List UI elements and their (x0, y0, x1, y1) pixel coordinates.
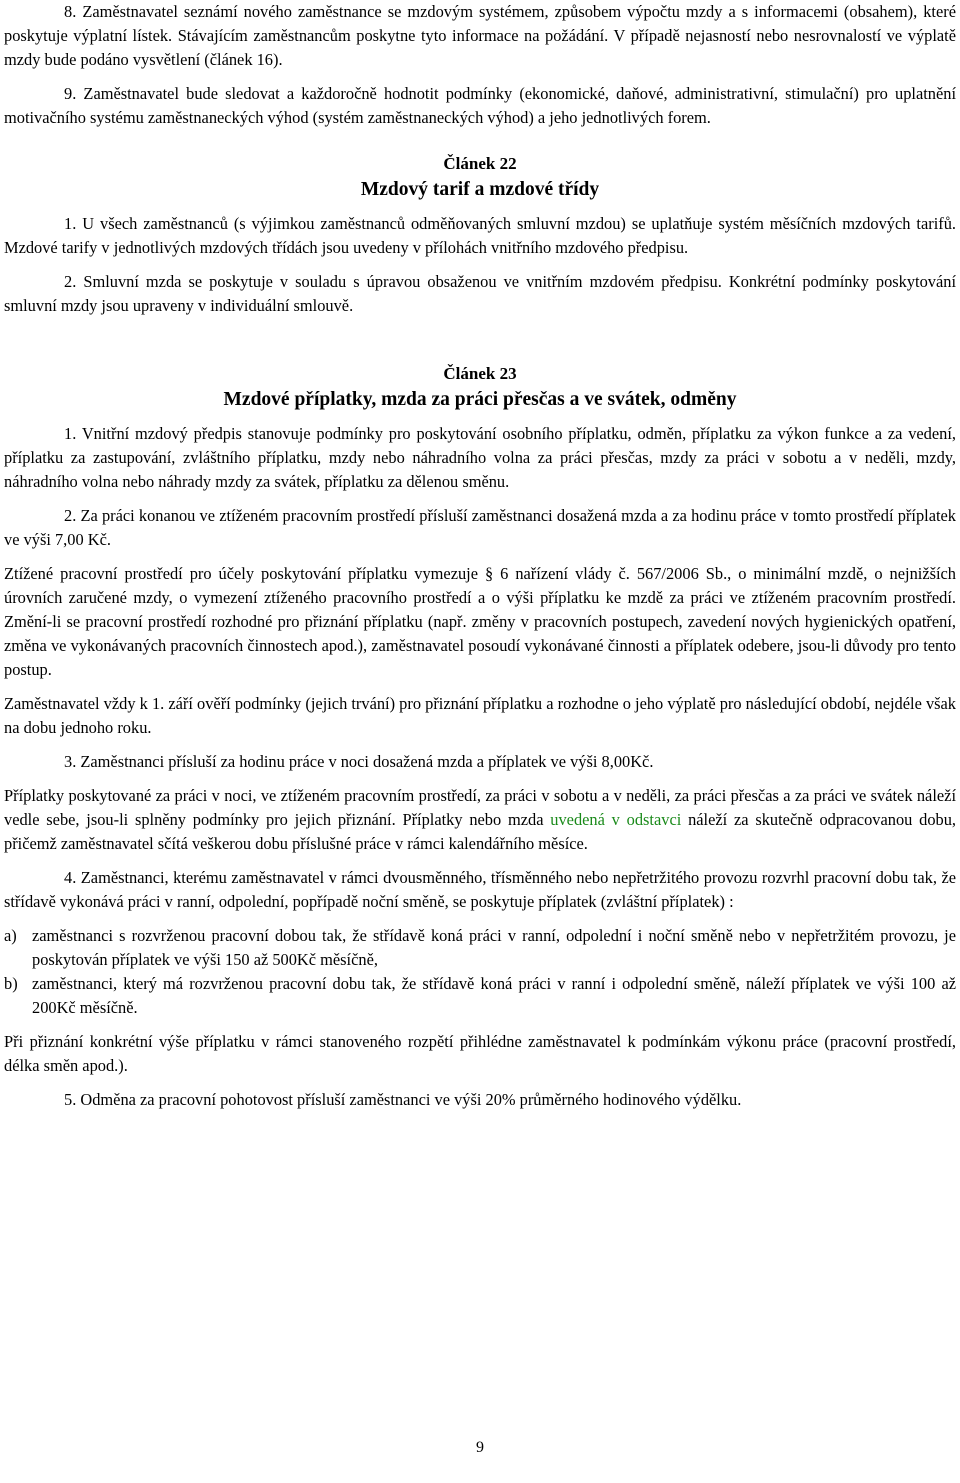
article-22-heading (4, 152, 956, 204)
list-marker: a) (4, 926, 17, 945)
article-23-paragraph-2: 2. Za práci konanou ve ztíženém pracovním prostředí přísluší zaměstnanci dosažená mzda a za hodinu práce v tomto prostředí příplatek ve výši 7,00 Kč. (4, 506, 956, 549)
article-23-paragraph-5: 5. Odměna za pracovní pohotovost přísluší zaměstnanci ve výši 20% průměrného hodinového výdělku. (64, 1090, 742, 1109)
article-23-paragraph-1: 1. Vnitřní mzdový předpis stanovuje podmínky pro poskytování osobního příplatku, odměn, příplatku za výkon funkce a za vedení, příplatku za zastupování, zvláštního příplatku, mzdy nebo náhradního volna za práci přesčas, mzdy za práci v sobotu a v neděli, mzdy, náhradního volna nebo náhrady mzdy za svátek, příplatku za dělenou směnu. (4, 424, 956, 491)
bonus-list (4, 924, 956, 1020)
article-22-number: Článek 22 (443, 154, 517, 173)
list-item-a (4, 924, 956, 972)
article-23-heading (4, 362, 956, 414)
article-23-paragraph-3: 3. Zaměstnanci přísluší za hodinu práce v noci dosažená mzda a příplatek ve výši 8,00Kč. (64, 752, 654, 771)
article-23-title: Mzdové příplatky, mzda za práci přesčas a ve svátek, odměny (223, 389, 737, 410)
paragraph-9: 9. Zaměstnavatel bude sledovat a každoročně hodnotit podmínky (ekonomické, daňové, administrativní, stimulační) pro uplatnění motivačního systému zaměstnaneckých výhod (systém zaměstnaneckých výhod) a jeho jednotlivých forem. (4, 84, 956, 127)
article-22-title: Mzdový tarif a mzdové třídy (360, 179, 600, 200)
list-marker: b) (4, 974, 18, 993)
document-body (4, 0, 956, 1112)
article-23-paragraph-4: 4. Zaměstnanci, kterému zaměstnavatel v rámci dvousměnného, třísměnného nebo nepřetržitého provozu rozvrhl pracovní dobu tak, že střídavě vykonává práci v ranní, odpolední, popřípadě noční směně, se poskytuje příplatek (zvláštní příplatek) : (4, 868, 956, 911)
article-23-paragraph-4b: Při přiznání konkrétní výše příplatku v rámci stanoveného rozpětí přihlédne zaměstnavatel k podmínkám výkonu práce (pracovní prostředí, délka směn apod.). (4, 1032, 956, 1075)
page-number: 9 (476, 1439, 484, 1456)
paragraph-8: 8. Zaměstnavatel seznámí nového zaměstnance se mzdovým systémem, způsobem výpočtu mzdy a s informacemi (obsahem), které poskytuje výplatní lístek. Stávajícím zaměstnancům poskytne tyto informace na požádání. V případě nejasností nebo nesrovnalostí ve výplatě mzdy bude podáno vysvětlení (článek 16). (4, 2, 956, 69)
article-23-paragraph-2b: Ztížené pracovní prostředí pro účely poskytování příplatku vymezuje § 6 nařízení vlády č. 567/2006 Sb., o minimální mzdě, o nejnižších úrovních zaručené mzdy, o vymezení ztíženého pracovního prostředí a o výši příplatku ke mzdě za práci ve ztíženém pracovním prostředí. Změní-li se pracovní prostředí rozhodné pro přiznání příplatku (např. změny v pracovních postupech, zavedení nových hygienických opatření, změna ve vykonávaných pracovních činnostech apod.), zaměstnavatel posoudí vykonávané činnosti a příplatek odebere, jsou-li důvody pro tento postup. (4, 564, 956, 679)
paragraph-3b-end: náleží za skutečně odpracovanou dobu, přičemž zaměstnavatel sčítá veškerou dobu příslušné práce v rámci kalendářního měsíce. (4, 810, 956, 853)
article-23-number: Článek 23 (443, 364, 517, 383)
article-22-paragraph-1: 1. U všech zaměstnanců (s výjimkou zaměstnanců odměňovaných smluvní mzdou) se uplatňuje systém měsíčních mzdových tarifů. Mzdové tarify v jednotlivých mzdových třídách jsou uvedeny v přílohách vnitřního mzdového předpisu. (4, 214, 956, 257)
paragraph-3b-start: Příplatky poskytované za práci v noci, ve ztíženém pracovním prostředí, za práci v sobotu a v neděli, za práci přesčas a za práci ve svátek náleží vedle sebe, jsou-li splněny podmínky pro jejich přiznání. Příplatky nebo mzda (4, 786, 956, 829)
article-23-paragraph-2c: Zaměstnavatel vždy k 1. září ověří podmínky (jejich trvání) pro přiznání příplatku a rozhodne o jeho výplatě pro následující období, nejdéle však na dobu jednoho roku. (4, 694, 956, 737)
highlighted-reference: uvedená v odstavci (550, 810, 682, 829)
article-22-paragraph-2: 2. Smluvní mzda se poskytuje v souladu s úpravou obsaženou ve vnitřním mzdovém předpisu. Konkrétní podmínky poskytování smluvní mzdy jsou upraveny v individuální smlouvě. (4, 272, 956, 315)
article-23-paragraph-3b (4, 784, 956, 856)
list-item-text: zaměstnanci s rozvrženou pracovní dobou tak, že střídavě koná práci v ranní, odpolední i noční směně nebo v nepřetržitém provozu, je poskytován příplatek ve výši 150 až 500Kč měsíčně, (32, 926, 956, 969)
list-item-b (4, 972, 956, 1020)
list-item-text: zaměstnanci, který má rozvrženou pracovní dobu tak, že střídavě koná práci v ranní i odpolední směně, náleží příplatek ve výši 100 až 200Kč měsíčně. (32, 974, 956, 1017)
